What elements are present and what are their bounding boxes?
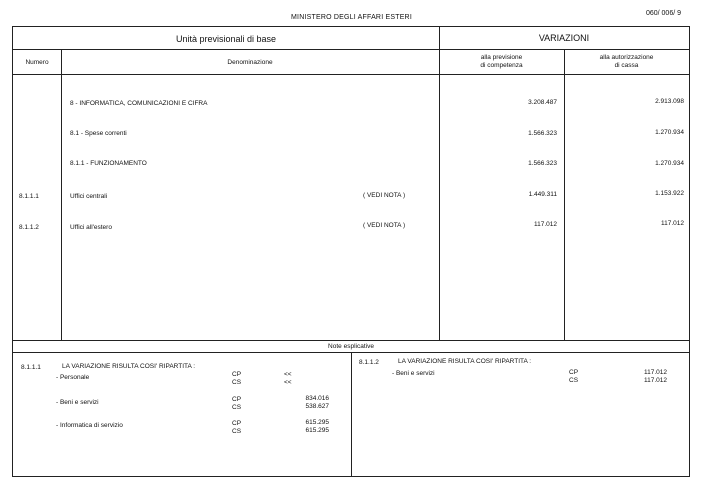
row-cassa: 1.270.934 [655, 160, 684, 167]
note-item-label: - Beni e servizi [392, 370, 435, 377]
row-competenza: 117.012 [533, 221, 557, 228]
row-cassa: 1.270.934 [655, 129, 684, 136]
note-item-cp-label: CP [232, 420, 242, 427]
header-divider-1 [13, 49, 689, 50]
note-item-cp: << [284, 371, 292, 378]
col-header-cassa-line1: alla autorizzazione [599, 54, 654, 61]
note-item-cs-label: CS [232, 428, 242, 435]
col-divider-variazioni [439, 27, 440, 340]
row-cassa: 2.913.098 [655, 98, 684, 105]
page-reference: 060/ 006/ 9 [645, 10, 681, 17]
note-item-cs: 538.627 [305, 403, 329, 410]
row-denominazione: 8.1 - Spese correnti [70, 130, 127, 137]
note-item-cs-label: CS [569, 377, 579, 384]
note-item-cp-label: CP [232, 396, 242, 403]
note-item-cp: 615.295 [305, 419, 329, 426]
col-header-numero: Numero [25, 59, 49, 66]
col-header-competenza-line1: alla previsione [480, 54, 523, 61]
row-competenza: 3.208.487 [528, 99, 557, 106]
note-code: 8.1.1.1 [21, 364, 41, 371]
row-numero: 8.1.1.1 [19, 193, 39, 200]
row-denominazione: 8.1.1 - FUNZIONAMENTO [70, 160, 147, 167]
budget-table [12, 26, 690, 341]
row-competenza: 1.566.323 [528, 160, 557, 167]
col-divider-numero [61, 49, 62, 340]
row-cassa: 117.012 [660, 220, 684, 227]
group-header-upb: Unità previsionali di base [175, 34, 277, 44]
note-code: 8.1.1.2 [359, 359, 379, 366]
row-numero: 8.1.1.2 [19, 224, 39, 231]
ministry-title: MINISTERO DEGLI AFFARI ESTERI [291, 14, 412, 21]
note-item-cp: 117.012 [643, 369, 667, 376]
row-denominazione: Uffici all'estero [70, 224, 112, 231]
notes-section [12, 340, 690, 477]
note-item-cp-label: CP [569, 369, 579, 376]
note-heading: LA VARIAZIONE RISULTA COSI' RIPARTITA : [62, 363, 196, 370]
note-item-cp: 834.016 [305, 395, 329, 402]
row-vedi-nota: ( VEDI NOTA ) [363, 192, 406, 199]
notes-center-divider [351, 352, 352, 476]
group-header-variazioni: VARIAZIONI [538, 33, 590, 43]
note-item-cs: << [284, 379, 292, 386]
row-competenza: 1.449.311 [528, 191, 557, 198]
note-heading: LA VARIAZIONE RISULTA COSI' RIPARTITA : [398, 358, 532, 365]
row-competenza: 1.566.323 [528, 130, 557, 137]
row-vedi-nota: ( VEDI NOTA ) [363, 222, 406, 229]
row-cassa: 1.153.922 [655, 190, 684, 197]
note-item-label: - Beni e servizi [56, 399, 99, 406]
header-divider-2 [13, 74, 689, 75]
col-header-cassa-line2: di cassa [614, 62, 639, 69]
note-item-cs-label: CS [232, 379, 242, 386]
note-item-cs: 615.295 [305, 427, 329, 434]
note-item-cp-label: CP [232, 371, 242, 378]
row-denominazione: Uffici centrali [70, 193, 108, 200]
col-header-denominazione: Denominazione [227, 59, 273, 66]
notes-title: Note esplicative [328, 343, 374, 350]
note-item-cs: 117.012 [643, 377, 667, 384]
note-item-label: - Personale [56, 374, 90, 381]
row-denominazione: 8 - INFORMATICA, COMUNICAZIONI E CIFRA [70, 100, 208, 107]
note-item-cs-label: CS [232, 404, 242, 411]
col-header-competenza-line2: di competenza [480, 62, 523, 69]
note-item-label: - Informatica di servizio [56, 422, 123, 429]
